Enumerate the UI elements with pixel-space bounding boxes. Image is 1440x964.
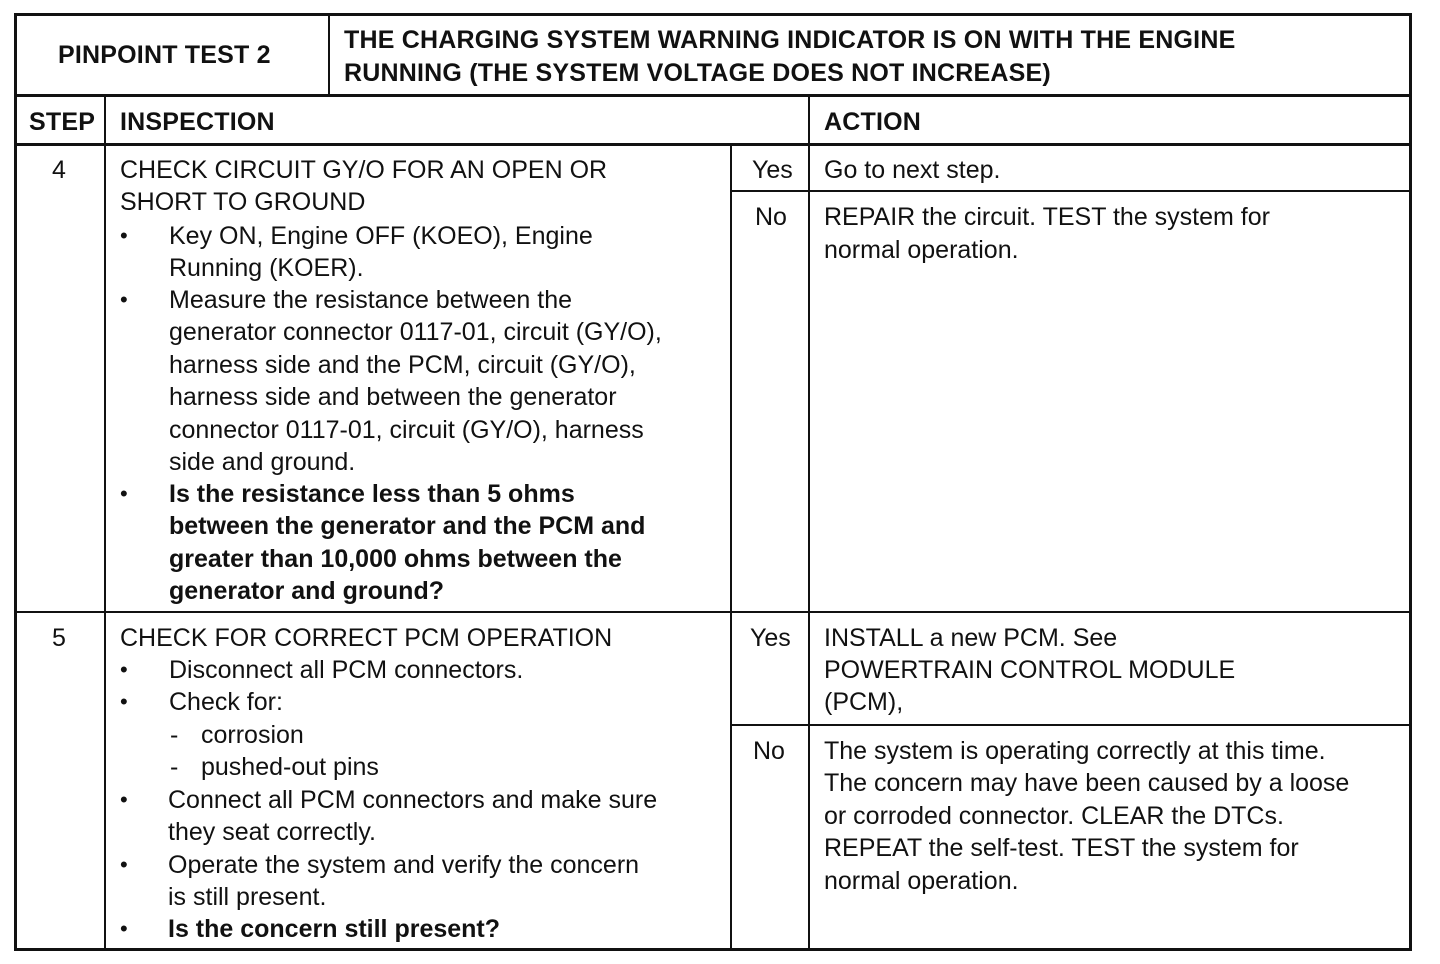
step5-bullet3-line1: Connect all PCM connectors and make sure (168, 786, 658, 814)
header-divider (14, 94, 1412, 97)
test-title-line1: THE CHARGING SYSTEM WARNING INDICATOR IS ON WITH THE ENGINE (344, 26, 1236, 54)
step5-bullet4-line1: Operate the system and verify the concern (168, 851, 640, 879)
step4-bullet2-line5: connector 0117-01, circuit (GY/O), harness (169, 416, 644, 444)
step5-no-action-line2: The concern may have been caused by a loose (824, 769, 1350, 797)
step4-bullet2-line4: harness side and between the generator (169, 383, 617, 411)
step4-bullet1-line2: Running (KOER). (169, 254, 364, 282)
step4-no-label: No (755, 203, 787, 231)
step5-yes-action-line3: (PCM), (824, 688, 904, 716)
test-title-line2: RUNNING (THE SYSTEM VOLTAGE DOES NOT INCREASE) (344, 59, 1051, 87)
dash-glyph: - (170, 721, 179, 749)
step5-yes-label: Yes (750, 624, 791, 652)
step5-subitem2: pushed-out pins (201, 753, 379, 781)
step4-yes-no-divider (730, 190, 1412, 192)
step5-no-action-line4: REPEAT the self-test. TEST the system for (824, 834, 1299, 862)
step5-no-action-line5: normal operation. (824, 867, 1019, 895)
step5-number: 5 (52, 624, 66, 652)
bullet-icon: • (120, 852, 128, 877)
bullet-icon: • (120, 916, 128, 941)
bullet-icon: • (120, 287, 128, 312)
bullet-icon: • (120, 223, 128, 248)
step4-question-line1: Is the resistance less than 5 ohms (169, 480, 575, 508)
step5-bullet1: Disconnect all PCM connectors. (169, 656, 524, 684)
action-column-line (808, 95, 810, 951)
column-header-divider (14, 143, 1412, 146)
step4-no-action-line1: REPAIR the circuit. TEST the system for (824, 203, 1270, 231)
step4-question-line3: greater than 10,000 ohms between the (169, 545, 622, 573)
bullet-icon: • (120, 657, 128, 682)
step4-yes-action: Go to next step. (824, 156, 1001, 184)
step4-yes-label: Yes (752, 156, 793, 184)
step5-no-action-line1: The system is operating correctly at this time. (824, 737, 1326, 765)
step5-subitem1: corrosion (201, 721, 304, 749)
step4-question-line2: between the generator and the PCM and (169, 512, 646, 540)
test-label: PINPOINT TEST 2 (58, 41, 271, 69)
header-split-line (328, 13, 330, 95)
step4-bullet2-line1: Measure the resistance between the (169, 286, 573, 314)
step5-no-action-line3: or corroded connector. CLEAR the DTCs. (824, 802, 1284, 830)
step5-yes-action-line2: POWERTRAIN CONTROL MODULE (824, 656, 1236, 684)
step5-yes-action-line1: INSTALL a new PCM. See (824, 624, 1118, 652)
step5-bullet2: Check for: (169, 688, 283, 716)
step5-question: Is the concern still present? (168, 915, 501, 943)
column-inspection: INSPECTION (120, 108, 275, 136)
step5-bullet4-line2: is still present. (168, 883, 327, 911)
step4-question-line4: generator and ground? (169, 577, 444, 605)
step5-no-label: No (753, 737, 785, 765)
column-action: ACTION (824, 108, 922, 136)
step4-title-line1: CHECK CIRCUIT GY/O FOR AN OPEN OR (120, 156, 608, 184)
step5-bullet3-line2: they seat correctly. (168, 818, 376, 846)
bullet-icon: • (120, 787, 128, 812)
step-column-line (104, 95, 106, 951)
step4-bullet2-line3: harness side and the PCM, circuit (GY/O), (169, 351, 636, 379)
dash-glyph: - (170, 753, 179, 781)
bullet-icon: • (120, 481, 128, 506)
step4-title-line2: SHORT TO GROUND (120, 188, 366, 216)
step-divider (14, 611, 1412, 613)
step4-bullet2-line6: side and ground. (169, 448, 356, 476)
bullet-icon: • (120, 689, 128, 714)
yesno-column-line (730, 145, 732, 951)
step5-title: CHECK FOR CORRECT PCM OPERATION (120, 624, 613, 652)
column-step: STEP (29, 108, 96, 136)
step4-bullet2-line2: generator connector 0117-01, circuit (GY/O), (169, 318, 662, 346)
step4-no-action-line2: normal operation. (824, 236, 1019, 264)
step5-yes-no-divider (730, 724, 1412, 726)
step4-number: 4 (52, 156, 66, 184)
step4-bullet1-line1: Key ON, Engine OFF (KOEO), Engine (169, 222, 593, 250)
